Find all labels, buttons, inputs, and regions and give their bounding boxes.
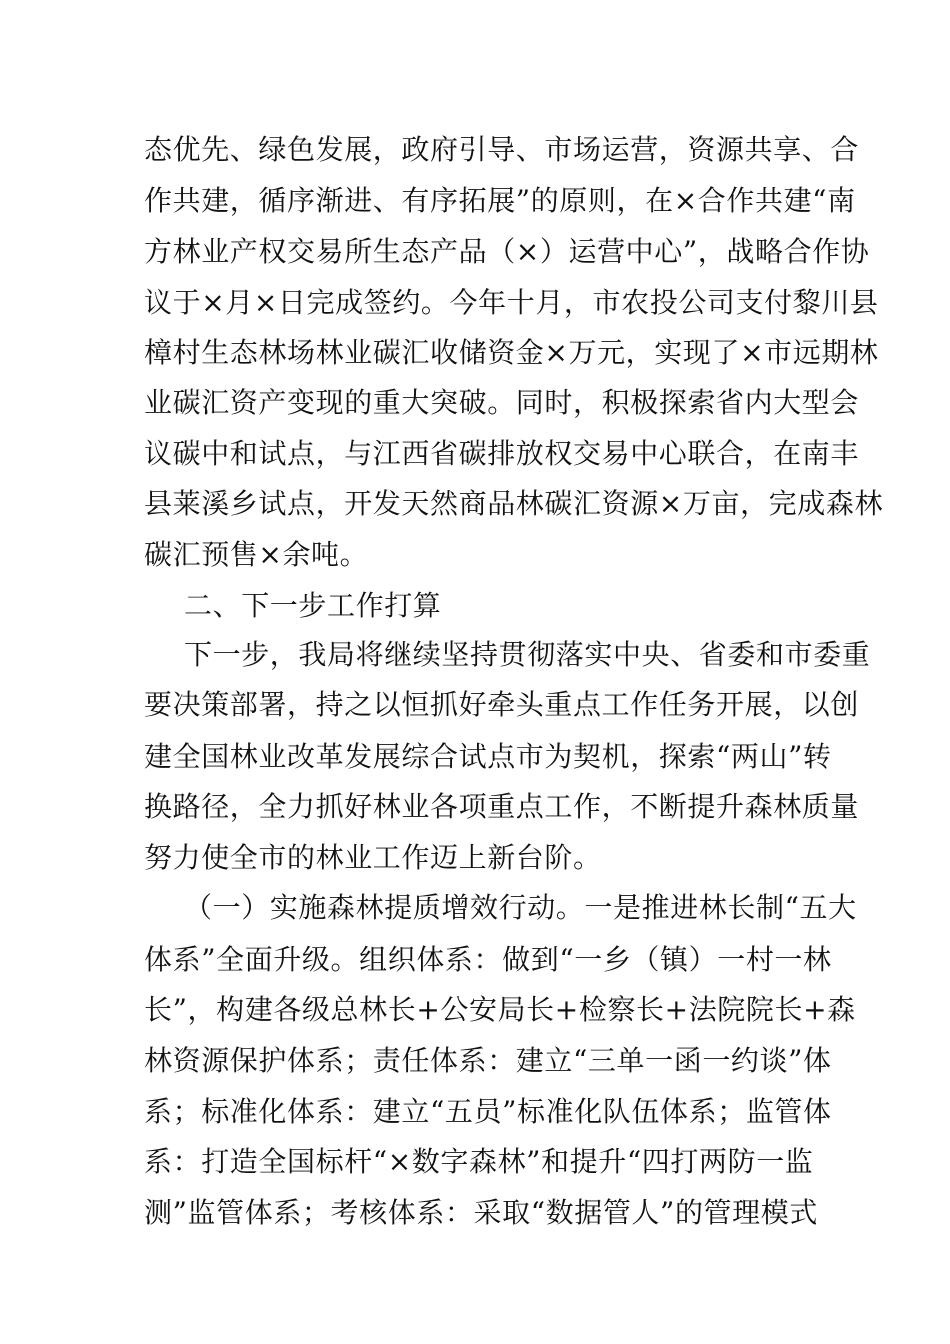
paragraph-line: 方林业产权交易所生态产品（×）运营中心”，战略合作协 — [144, 235, 870, 268]
paragraph-line: 樟村生态林场林业碳汇收储资金×万元，实现了×市远期林 — [144, 336, 879, 369]
paragraph-line: 作共建，循序渐进、有序拓展”的原则，在×合作共建“南 — [144, 184, 856, 217]
paragraph-line: 态优先、绿色发展，政府引导、市场运营，资源共享、合 — [144, 133, 860, 166]
paragraph-line: 林资源保护体系；责任体系：建立“三单一函一约谈”体 — [144, 1044, 832, 1077]
paragraph-line: 系：打造全国标杆“×数字森林”和提升“四打两防一监 — [144, 1145, 814, 1178]
paragraph-line: 长”，构建各级总林长+公安局长+检察长+法院院长+森 — [144, 993, 856, 1026]
paragraph-line: 建全国林业改革发展综合试点市为契机，探索“两山”转 — [144, 740, 832, 773]
subsection-heading-line: （一）实施森林提质增效行动。一是推进林长制“五大 — [184, 891, 857, 924]
paragraph-line: 碳汇预售×余吨。 — [144, 538, 369, 571]
paragraph-line: 努力使全市的林业工作迈上新台阶。 — [144, 841, 602, 874]
paragraph-line: 体系”全面升级。组织体系：做到“一乡（镇）一村一林 — [144, 943, 832, 976]
paragraph-line: 下一步，我局将继续坚持贯彻落实中央、省委和市委重 — [184, 638, 871, 671]
paragraph-line: 县莱溪乡试点，开发天然商品林碳汇资源×万亩，完成森林 — [144, 487, 884, 520]
paragraph-line: 要决策部署，持之以恒抓好牵头重点工作任务开展，以创 — [144, 688, 860, 721]
paragraph-line: 换路径，全力抓好林业各项重点工作，不断提升森林质量 — [144, 790, 860, 823]
paragraph-line: 系；标准化体系：建立“五员”标准化队伍体系；监管体 — [144, 1095, 832, 1128]
paragraph-line: 议碳中和试点，与江西省碳排放权交易中心联合，在南丰 — [144, 437, 860, 470]
paragraph-line: 议于×月×日完成签约。今年十月，市农投公司支付黎川县 — [144, 286, 879, 319]
section-heading: 二、下一步工作打算 — [184, 589, 442, 622]
paragraph-line: 测”监管体系；考核体系：采取“数据管人”的管理模式 — [144, 1196, 818, 1229]
paragraph-line: 业碳汇资产变现的重大突破。同时，积极探索省内大型会 — [144, 386, 860, 419]
